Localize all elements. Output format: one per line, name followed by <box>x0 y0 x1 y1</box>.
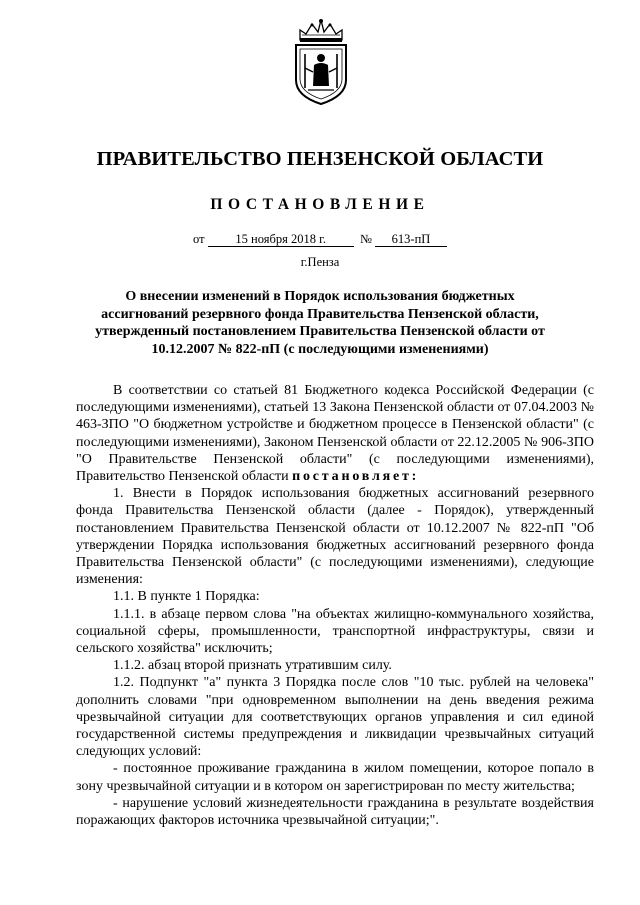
number-sign: № <box>359 232 372 246</box>
body-paragraph: 1. Внести в Порядок использования бюджетных ассигнований резервного фонда Правительства Пензенской области (далее - Порядок), утвержденный постановлением Правительства Пензенской области от 10.12.2007 № 822-пП "Об утверждении Порядка использования бюджетных ассигнований резервного фонда Правительства Пензенской области" (с последующими изменениями), следующие изменения: <box>76 486 594 588</box>
decree-word: постановляет: <box>292 469 420 485</box>
body-paragraph: - нарушение условий жизнедеятельности гражданина в результате воздействия поражающих факторов источника чрезвычайной ситуации;". <box>76 795 594 829</box>
document-body <box>76 382 594 829</box>
coat-of-arms-emblem <box>292 18 350 106</box>
document-date: 15 ноября 2018 г. <box>208 233 354 247</box>
body-paragraph: 1.1. В пункте 1 Порядка: <box>113 589 260 605</box>
body-paragraph: - постоянное проживание гражданина в жилом помещении, которое попало в зону чрезвычайной ситуации и в котором он зарегистрирован по месту жительства; <box>76 761 594 794</box>
document-number: 613-пП <box>375 233 447 247</box>
document-title: О внесении изменений в Порядок использования бюджетных ассигнований резервного фонда Правительства Пензенской области, утвержденный постановлением Правительства Пензенской области от 10.12.2007 № 822-пП (с последующими изменениями) <box>95 289 545 357</box>
preamble-paragraph <box>76 382 594 485</box>
date-number-line <box>0 232 640 247</box>
date-prefix: от <box>193 232 205 246</box>
organization-name: ПРАВИТЕЛЬСТВО ПЕНЗЕНСКОЙ ОБЛАСТИ <box>96 148 544 170</box>
document-type: ПОСТАНОВЛЕНИЕ <box>210 196 430 213</box>
preamble-text: В соответствии со статьей 81 Бюджетного кодекса Российской Федерации (с последующими изменениями), статьей 13 Закона Пензенской области от 07.04.2003 № 463-ЗПО "О бюджетном устройстве и бюджетном процессе в Пензенской области" (с последующими изменениями), Законом Пензенской области от 22.12.2005 № 906-ЗПО "О Правительстве Пензенской области" (с последующими изменениями), Правительство Пензенской области <box>76 383 594 485</box>
body-paragraph: 1.2. Подпункт "а" пункта 3 Порядка после слов "10 тыс. рублей на человека" дополнить словами "при одновременном выполнении на день введения режима чрезвычайной ситуации для соответствующих органов управления и сил единой государственной системы предупреждения и ликвидации чрезвычайных ситуаций следующих условий: <box>76 675 594 760</box>
city: г.Пенза <box>300 255 340 269</box>
body-paragraph: 1.1.2. абзац второй признать утратившим силу. <box>113 658 392 674</box>
body-paragraph: 1.1.1. в абзаце первом слова "на объектах жилищно-коммунального хозяйства, социальной сферы, промышленности, транспортной инфраструктуры, связи и сельского хозяйства" исключить; <box>76 606 594 657</box>
